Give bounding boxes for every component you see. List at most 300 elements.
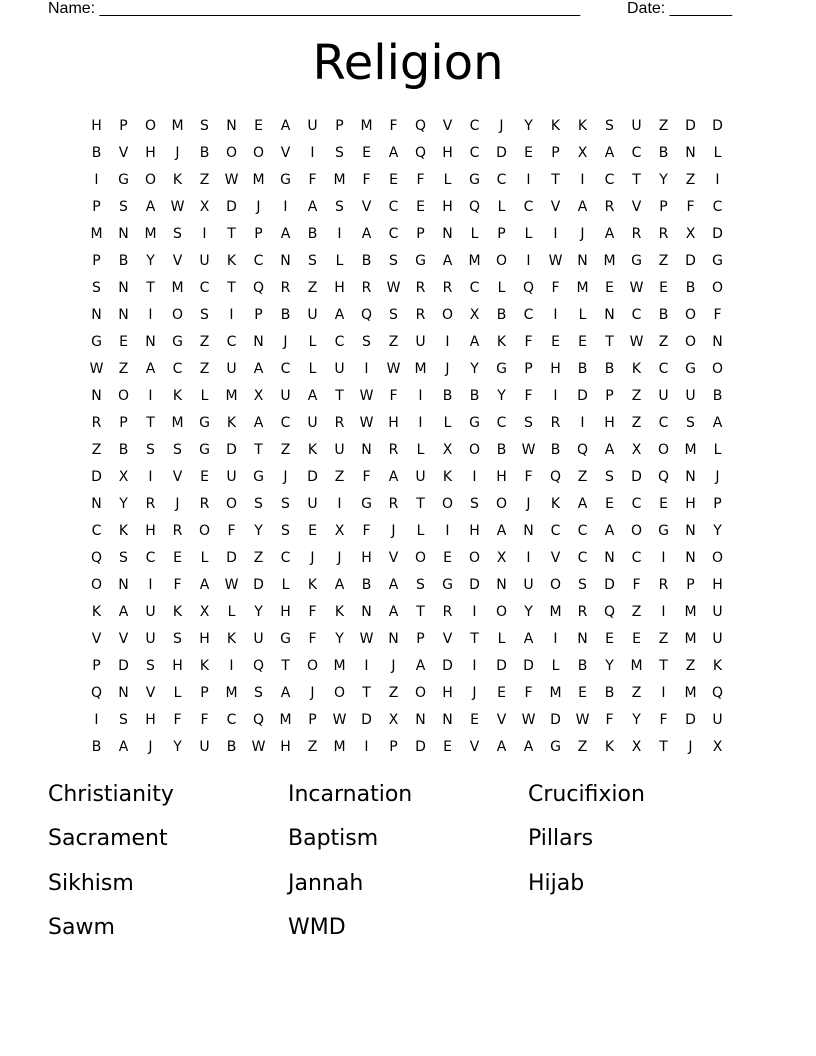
grid-letter: S <box>173 442 182 458</box>
word-list-item: Sacrament <box>48 826 168 852</box>
grid-letter: E <box>362 145 371 161</box>
grid-row <box>83 140 731 167</box>
grid-letter: J <box>337 550 342 566</box>
grid-letter: C <box>172 361 183 377</box>
grid-row <box>83 653 731 680</box>
grid-letter: S <box>416 577 425 593</box>
grid-letter: C <box>631 550 642 566</box>
grid-letter: Q <box>576 442 589 458</box>
grid-letter: O <box>117 388 130 404</box>
grid-letter: C <box>631 307 642 323</box>
grid-letter: J <box>526 496 531 512</box>
grid-letter: V <box>172 253 183 269</box>
grid-letter: Z <box>658 631 669 647</box>
grid-letter: L <box>173 685 182 701</box>
grid-letter: V <box>550 550 561 566</box>
grid-letter: T <box>146 280 155 296</box>
grid-letter: C <box>388 199 399 215</box>
grid-letter: L <box>497 631 506 647</box>
grid-letter: B <box>496 442 507 458</box>
grid-letter: O <box>468 442 481 458</box>
grid-letter: A <box>253 361 264 377</box>
word-list <box>48 777 768 954</box>
grid-letter: R <box>415 307 426 323</box>
grid-letter: S <box>578 577 587 593</box>
grid-letter: G <box>91 334 102 350</box>
grid-letter: I <box>580 172 585 188</box>
grid-letter: I <box>337 496 342 512</box>
grid-letter: K <box>550 496 561 512</box>
grid-letter: P <box>92 253 101 269</box>
grid-letter: Q <box>711 685 724 701</box>
grid-letter: M <box>225 685 238 701</box>
grid-letter: L <box>416 523 425 539</box>
grid-letter: V <box>442 631 453 647</box>
grid-letter: F <box>686 199 695 215</box>
grid-letter: A <box>577 496 588 512</box>
grid-letter: U <box>334 442 345 458</box>
grid-letter: A <box>577 199 588 215</box>
grid-letter: I <box>580 415 585 431</box>
grid-letter: I <box>553 631 558 647</box>
grid-letter: N <box>685 469 696 485</box>
grid-letter: S <box>200 307 209 323</box>
grid-letter: E <box>632 631 641 647</box>
grid-letter: C <box>523 199 534 215</box>
grid-letter: P <box>119 415 128 431</box>
grid-letter: U <box>523 577 534 593</box>
grid-letter: C <box>469 280 480 296</box>
grid-letter: E <box>308 523 317 539</box>
grid-letter: C <box>496 172 507 188</box>
grid-letter: B <box>550 442 561 458</box>
grid-row <box>83 113 731 140</box>
grid-letter: J <box>175 145 180 161</box>
grid-letter: H <box>685 496 696 512</box>
grid-letter: E <box>605 631 614 647</box>
grid-letter: H <box>469 523 480 539</box>
grid-letter: Q <box>468 199 481 215</box>
grid-letter: Z <box>307 280 318 296</box>
grid-row <box>83 680 731 707</box>
word-list-item: Pillars <box>528 826 594 852</box>
grid-letter: I <box>364 739 369 755</box>
grid-letter: Z <box>280 442 291 458</box>
grid-letter: H <box>550 361 561 377</box>
grid-letter: H <box>442 145 453 161</box>
grid-row <box>83 599 731 626</box>
grid-letter: Z <box>334 469 345 485</box>
grid-letter: O <box>549 577 562 593</box>
grid-letter: C <box>91 523 102 539</box>
grid-letter: X <box>685 226 696 242</box>
grid-letter: J <box>175 496 180 512</box>
grid-letter: F <box>632 577 641 593</box>
grid-letter: R <box>388 442 399 458</box>
grid-letter: D <box>496 658 507 674</box>
grid-letter: Z <box>577 739 588 755</box>
grid-letter: I <box>364 361 369 377</box>
grid-letter: E <box>578 685 587 701</box>
word-list-item: Jannah <box>288 870 364 896</box>
grid-row <box>83 302 731 329</box>
grid-letter: G <box>631 253 642 269</box>
grid-letter: U <box>226 361 237 377</box>
grid-letter: U <box>712 712 723 728</box>
grid-letter: N <box>226 118 237 134</box>
grid-letter: K <box>199 658 210 674</box>
grid-letter: T <box>659 658 668 674</box>
grid-letter: E <box>524 145 533 161</box>
grid-letter: J <box>580 226 585 242</box>
grid-letter: F <box>362 172 371 188</box>
grid-letter: F <box>524 334 533 350</box>
grid-letter: H <box>334 280 345 296</box>
grid-letter: X <box>199 199 210 215</box>
grid-row <box>83 248 731 275</box>
grid-letter: E <box>578 334 587 350</box>
grid-letter: D <box>523 658 534 674</box>
grid-letter: Y <box>659 172 668 188</box>
grid-letter: J <box>391 658 396 674</box>
page-title: Religion <box>312 35 504 91</box>
grid-letter: L <box>416 442 425 458</box>
grid-letter: U <box>253 631 264 647</box>
grid-letter: O <box>684 334 697 350</box>
grid-letter: N <box>685 145 696 161</box>
grid-letter: G <box>712 253 723 269</box>
grid-letter: T <box>227 280 236 296</box>
grid-letter: L <box>713 145 722 161</box>
grid-letter: A <box>442 253 453 269</box>
grid-letter: S <box>470 496 479 512</box>
grid-letter: J <box>310 550 315 566</box>
grid-letter: T <box>146 415 155 431</box>
grid-letter: H <box>604 415 615 431</box>
grid-letter: N <box>577 253 588 269</box>
grid-letter: B <box>604 361 615 377</box>
grid-letter: D <box>685 253 696 269</box>
grid-letter: I <box>418 388 423 404</box>
grid-letter: R <box>334 415 345 431</box>
grid-letter: S <box>119 712 128 728</box>
grid-letter: Z <box>199 334 210 350</box>
grid-letter: R <box>145 496 156 512</box>
grid-letter: D <box>226 550 237 566</box>
grid-letter: K <box>334 604 345 620</box>
grid-letter: A <box>604 523 615 539</box>
grid-letter: F <box>605 712 614 728</box>
grid-letter: Q <box>549 469 562 485</box>
grid-letter: P <box>497 226 506 242</box>
grid-letter: M <box>684 442 697 458</box>
grid-letter: R <box>388 496 399 512</box>
grid-letter: R <box>442 604 453 620</box>
grid-letter: U <box>199 739 210 755</box>
grid-letter: P <box>389 739 398 755</box>
grid-letter: L <box>200 388 209 404</box>
grid-letter: T <box>362 685 371 701</box>
grid-letter: R <box>604 199 615 215</box>
grid-letter: E <box>173 550 182 566</box>
grid-letter: F <box>416 172 425 188</box>
grid-letter: A <box>388 145 399 161</box>
grid-letter: S <box>119 199 128 215</box>
grid-letter: N <box>91 307 102 323</box>
grid-letter: T <box>605 334 614 350</box>
grid-letter: Z <box>388 334 399 350</box>
grid-letter: M <box>90 226 103 242</box>
grid-letter: Y <box>713 523 722 539</box>
grid-letter: P <box>200 685 209 701</box>
grid-letter: Q <box>603 604 616 620</box>
grid-letter: L <box>227 604 236 620</box>
grid-letter: U <box>712 631 723 647</box>
grid-letter: J <box>256 199 261 215</box>
grid-letter: J <box>445 361 450 377</box>
grid-letter: P <box>416 631 425 647</box>
grid-letter: Q <box>252 280 265 296</box>
grid-letter: H <box>280 739 291 755</box>
grid-letter: I <box>445 523 450 539</box>
grid-letter: N <box>118 226 129 242</box>
grid-letter: J <box>391 523 396 539</box>
grid-letter: B <box>118 253 129 269</box>
grid-letter: A <box>388 604 399 620</box>
grid-letter: L <box>308 361 317 377</box>
grid-letter: K <box>307 577 318 593</box>
grid-letter: N <box>91 496 102 512</box>
grid-letter: N <box>253 334 264 350</box>
grid-letter: M <box>171 118 184 134</box>
grid-letter: N <box>118 307 129 323</box>
grid-letter: C <box>712 199 723 215</box>
grid-letter: Y <box>632 712 641 728</box>
grid-letter: H <box>712 577 723 593</box>
header <box>48 0 748 20</box>
grid-letter: S <box>389 253 398 269</box>
grid-letter: W <box>251 739 266 755</box>
grid-letter: H <box>496 469 507 485</box>
grid-letter: F <box>362 469 371 485</box>
grid-letter: V <box>469 739 480 755</box>
grid-letter: U <box>199 253 210 269</box>
grid-letter: A <box>388 577 399 593</box>
grid-letter: W <box>332 712 347 728</box>
grid-letter: O <box>441 496 454 512</box>
grid-letter: I <box>229 307 234 323</box>
grid-letter: D <box>712 226 723 242</box>
grid-letter: L <box>443 415 452 431</box>
grid-letter: Q <box>360 307 373 323</box>
grid-letter: L <box>200 550 209 566</box>
grid-letter: P <box>605 388 614 404</box>
grid-letter: A <box>334 577 345 593</box>
grid-letter: A <box>361 226 372 242</box>
grid-letter: S <box>362 334 371 350</box>
grid-letter: F <box>389 388 398 404</box>
grid-letter: O <box>684 307 697 323</box>
grid-letter: K <box>604 739 615 755</box>
grid-letter: K <box>91 604 102 620</box>
grid-letter: O <box>333 685 346 701</box>
grid-letter: Z <box>685 172 696 188</box>
grid-letter: K <box>172 604 183 620</box>
grid-letter: X <box>334 523 345 539</box>
grid-letter: C <box>523 307 534 323</box>
grid-letter: V <box>118 145 129 161</box>
grid-letter: Y <box>524 118 533 134</box>
grid-letter: V <box>388 550 399 566</box>
grid-letter: N <box>685 550 696 566</box>
grid-letter: S <box>146 442 155 458</box>
grid-letter: C <box>577 550 588 566</box>
grid-letter: Z <box>658 334 669 350</box>
grid-letter: U <box>307 307 318 323</box>
grid-letter: W <box>359 631 374 647</box>
grid-letter: S <box>92 280 101 296</box>
grid-letter: S <box>173 631 182 647</box>
grid-letter: D <box>118 658 129 674</box>
grid-letter: Z <box>199 361 210 377</box>
grid-letter: B <box>361 253 372 269</box>
grid-letter: E <box>659 496 668 512</box>
grid-letter: D <box>631 469 642 485</box>
grid-letter: T <box>659 739 668 755</box>
grid-letter: A <box>604 226 615 242</box>
grid-letter: N <box>442 712 453 728</box>
grid-letter: X <box>631 739 642 755</box>
grid-letter: B <box>685 280 696 296</box>
grid-letter: W <box>170 199 185 215</box>
grid-letter: Y <box>146 253 155 269</box>
grid-letter: G <box>280 631 291 647</box>
grid-letter: F <box>659 712 668 728</box>
grid-letter: I <box>472 469 477 485</box>
grid-letter: B <box>658 307 669 323</box>
grid-letter: S <box>389 307 398 323</box>
grid-letter: R <box>658 577 669 593</box>
grid-letter: I <box>553 226 558 242</box>
grid-letter: M <box>333 739 346 755</box>
grid-letter: B <box>496 307 507 323</box>
grid-letter: S <box>335 199 344 215</box>
grid-letter: E <box>497 685 506 701</box>
grid-letter: H <box>388 415 399 431</box>
grid-letter: N <box>91 388 102 404</box>
grid-letter: H <box>442 199 453 215</box>
grid-row <box>83 734 731 761</box>
grid-letter: M <box>171 415 184 431</box>
grid-letter: F <box>524 469 533 485</box>
grid-letter: Q <box>414 118 427 134</box>
grid-letter: J <box>148 739 153 755</box>
grid-letter: D <box>469 577 480 593</box>
grid-letter: I <box>148 307 153 323</box>
grid-letter: G <box>361 496 372 512</box>
grid-letter: U <box>307 415 318 431</box>
grid-letter: O <box>252 145 265 161</box>
grid-letter: R <box>91 415 102 431</box>
grid-letter: C <box>658 415 669 431</box>
grid-letter: I <box>94 172 99 188</box>
grid-letter: V <box>118 631 129 647</box>
grid-letter: H <box>361 550 372 566</box>
grid-letter: C <box>253 253 264 269</box>
grid-letter: M <box>333 658 346 674</box>
grid-letter: Y <box>254 523 263 539</box>
letter-grid <box>83 113 731 761</box>
grid-letter: D <box>577 388 588 404</box>
grid-letter: L <box>497 280 506 296</box>
grid-letter: M <box>333 172 346 188</box>
grid-letter: I <box>715 172 720 188</box>
grid-letter: X <box>388 712 399 728</box>
grid-row <box>83 464 731 491</box>
grid-letter: C <box>469 118 480 134</box>
grid-letter: Z <box>91 442 102 458</box>
grid-letter: M <box>549 604 562 620</box>
grid-letter: L <box>443 172 452 188</box>
grid-letter: C <box>280 361 291 377</box>
grid-row <box>83 518 731 545</box>
grid-letter: D <box>91 469 102 485</box>
grid-letter: K <box>631 361 642 377</box>
grid-letter: N <box>361 442 372 458</box>
grid-letter: V <box>280 145 291 161</box>
grid-letter: O <box>711 550 724 566</box>
grid-letter: P <box>713 496 722 512</box>
grid-letter: O <box>144 118 157 134</box>
grid-letter: I <box>94 712 99 728</box>
grid-letter: V <box>172 469 183 485</box>
grid-letter: A <box>253 415 264 431</box>
grid-letter: D <box>685 118 696 134</box>
grid-letter: B <box>577 658 588 674</box>
grid-letter: I <box>661 604 666 620</box>
grid-letter: G <box>253 469 264 485</box>
grid-letter: Z <box>658 253 669 269</box>
grid-letter: Y <box>119 496 128 512</box>
grid-letter: L <box>578 307 587 323</box>
grid-letter: F <box>713 307 722 323</box>
grid-letter: P <box>416 226 425 242</box>
grid-letter: J <box>499 118 504 134</box>
grid-letter: V <box>145 685 156 701</box>
grid-letter: K <box>442 469 453 485</box>
grid-letter: W <box>359 415 374 431</box>
grid-row <box>83 167 731 194</box>
grid-letter: I <box>229 658 234 674</box>
grid-letter: X <box>496 550 507 566</box>
grid-letter: X <box>253 388 264 404</box>
grid-letter: W <box>575 712 590 728</box>
grid-letter: D <box>415 739 426 755</box>
grid-letter: C <box>496 415 507 431</box>
grid-letter: A <box>604 145 615 161</box>
grid-letter: H <box>91 118 102 134</box>
grid-letter: A <box>604 442 615 458</box>
name-field-line: Name: ______________________________________________________ <box>48 0 581 17</box>
grid-letter: A <box>496 739 507 755</box>
grid-letter: U <box>415 469 426 485</box>
grid-letter: B <box>658 145 669 161</box>
grid-letter: B <box>577 361 588 377</box>
grid-letter: E <box>470 712 479 728</box>
grid-row <box>83 545 731 572</box>
grid-letter: M <box>171 280 184 296</box>
grid-letter: C <box>226 334 237 350</box>
